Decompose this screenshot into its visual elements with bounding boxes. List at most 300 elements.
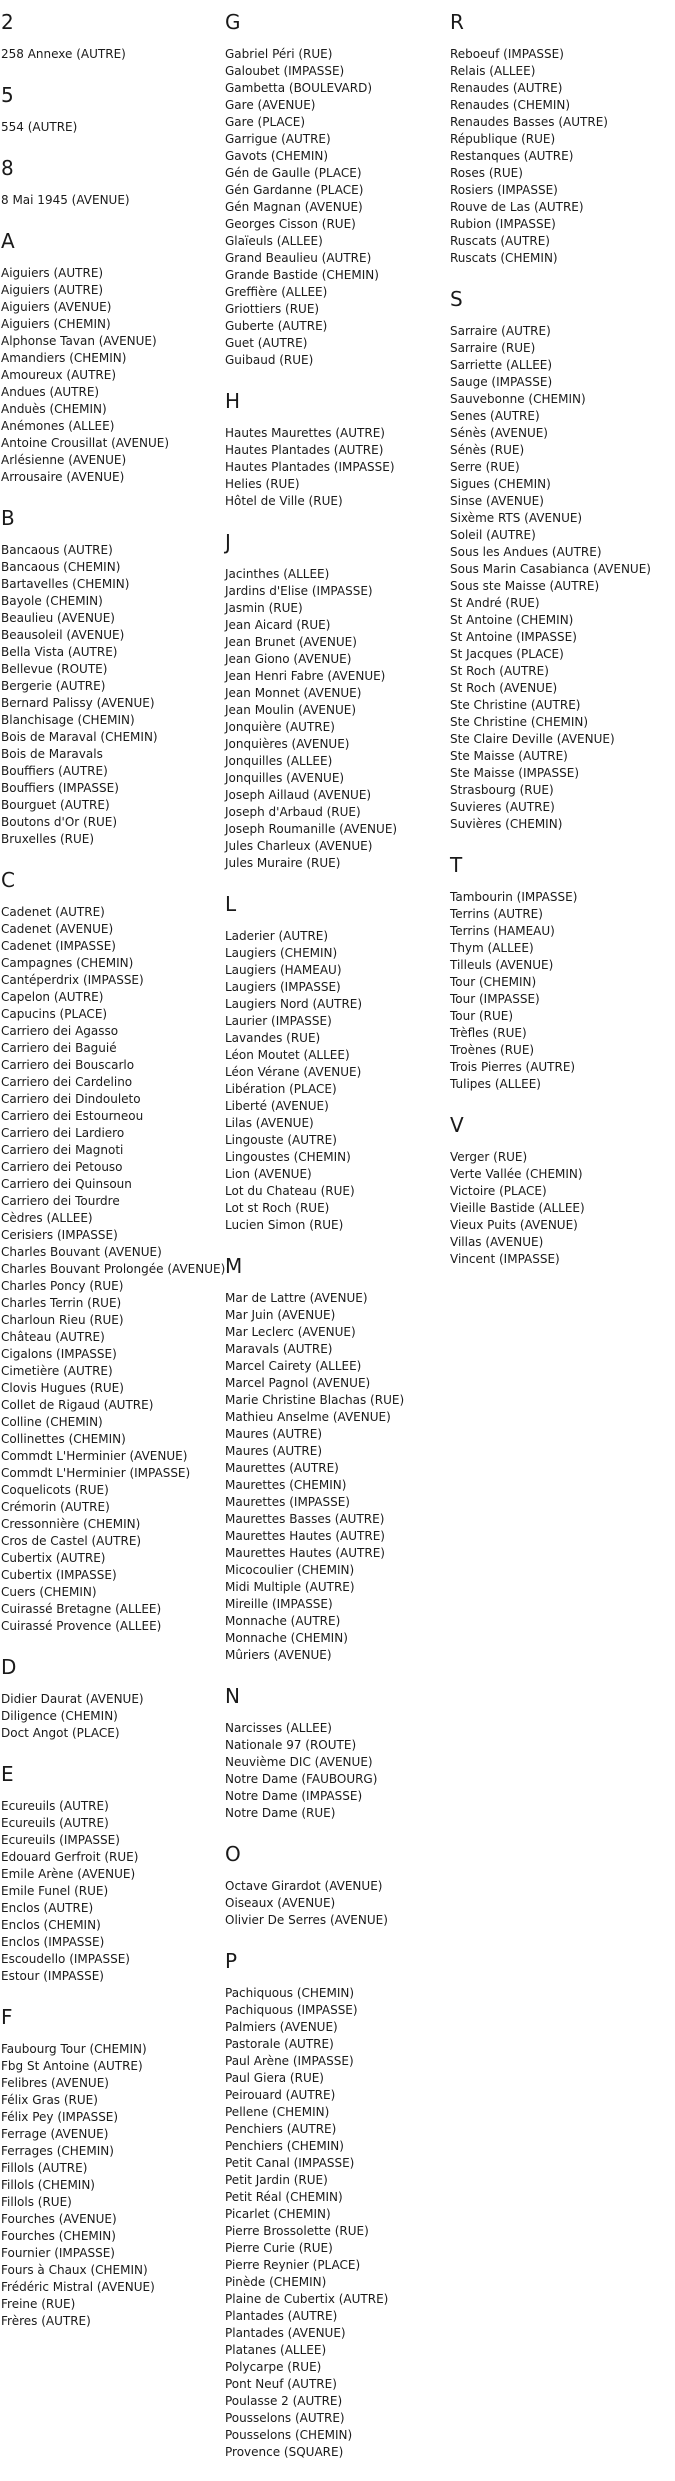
street-item: Enclos (CHEMIN) <box>1 1918 101 1932</box>
street-item: Bouffiers (AUTRE) <box>1 764 108 778</box>
street-item: Commdt L'Herminier (AVENUE) <box>1 1449 188 1463</box>
street-item: Penchiers (CHEMIN) <box>225 2139 344 2153</box>
street-list <box>1 192 221 209</box>
street-list <box>225 1720 445 1822</box>
letter-group <box>1 156 221 209</box>
street-item: Cressonnière (CHEMIN) <box>1 1517 141 1531</box>
street-item: Bernard Palissy (AVENUE) <box>1 696 155 710</box>
letter-group <box>225 1684 445 1822</box>
street-item: Notre Dame (RUE) <box>225 1806 336 1820</box>
street-item: Guberte (AUTRE) <box>225 319 328 333</box>
street-item: Pastorale (AUTRE) <box>225 2037 334 2051</box>
letter-group <box>225 10 445 369</box>
letter-group <box>225 1842 445 1929</box>
street-item: Mathieu Anselme (AVENUE) <box>225 1410 391 1424</box>
street-item: Restanques (AUTRE) <box>450 149 574 163</box>
street-item: Doct Angot (PLACE) <box>1 1726 120 1740</box>
street-item: Joseph Roumanille (AVENUE) <box>225 822 398 836</box>
street-item: Jules Charleux (AVENUE) <box>225 839 373 853</box>
letter-group <box>1 868 226 1635</box>
street-item: Jonquilles (ALLEE) <box>225 754 333 768</box>
letter-heading: M <box>225 1254 243 1278</box>
street-item: Cuirassé Provence (ALLEE) <box>1 1619 162 1633</box>
street-item: Jean Aicard (RUE) <box>225 618 331 632</box>
street-item: Mar Juin (AVENUE) <box>225 1308 336 1322</box>
letter-heading: R <box>450 10 464 34</box>
street-item: Amandiers (CHEMIN) <box>1 351 127 365</box>
street-item: Andues (AUTRE) <box>1 385 100 399</box>
street-item: Vieille Bastide (ALLEE) <box>450 1201 585 1215</box>
street-item: Bouffiers (IMPASSE) <box>1 781 119 795</box>
street-item: Glaïeuls (ALLEE) <box>225 234 323 248</box>
street-item: Poulasse 2 (AUTRE) <box>225 2394 343 2408</box>
street-item: Bella Vista (AUTRE) <box>1 645 118 659</box>
street-item: Penchiers (AUTRE) <box>225 2122 337 2136</box>
street-list <box>1 46 221 63</box>
street-item: Victoire (PLACE) <box>450 1184 547 1198</box>
street-item: Peirouard (AUTRE) <box>225 2088 336 2102</box>
letter-heading: A <box>1 229 15 253</box>
street-item: Clovis Hugues (RUE) <box>1 1381 124 1395</box>
street-item: Liberté (AVENUE) <box>225 1099 329 1113</box>
street-item: Hautes Maurettes (AUTRE) <box>225 426 385 440</box>
street-item: Gén Gardanne (PLACE) <box>225 183 364 197</box>
street-item: Jasmin (RUE) <box>225 601 303 615</box>
letter-group <box>1 1762 221 1985</box>
street-item: Guet (AUTRE) <box>225 336 308 350</box>
street-item: Aiguiers (AUTRE) <box>1 283 104 297</box>
street-list <box>1 265 221 486</box>
street-item: Bourguet (AUTRE) <box>1 798 110 812</box>
street-item: Charles Bouvant Prolongée (AVENUE) <box>1 1262 226 1276</box>
index-column-1 <box>1 10 226 2350</box>
street-item: Laugiers (CHEMIN) <box>225 946 338 960</box>
street-item: Pachiquous (CHEMIN) <box>225 1986 355 2000</box>
street-item: Terrins (AUTRE) <box>450 907 543 921</box>
street-item: Tambourin (IMPASSE) <box>450 890 578 904</box>
street-item: Cuirassé Bretagne (ALLEE) <box>1 1602 162 1616</box>
street-item: Petit Réal (CHEMIN) <box>225 2190 343 2204</box>
street-item: Platanes (ALLEE) <box>225 2343 327 2357</box>
street-item: Carriero dei Estourneou <box>1 1109 144 1123</box>
street-item: Hôtel de Ville (RUE) <box>225 494 343 508</box>
street-item: Maures (AUTRE) <box>225 1427 323 1441</box>
letter-heading: C <box>1 868 15 892</box>
street-item: Libération (PLACE) <box>225 1082 337 1096</box>
street-item: Notre Dame (IMPASSE) <box>225 1789 363 1803</box>
street-item: Jacinthes (ALLEE) <box>225 567 330 581</box>
street-item: 258 Annexe (AUTRE) <box>1 47 126 61</box>
street-item: Carriero dei Baguié <box>1 1041 117 1055</box>
street-item: Troènes (RUE) <box>450 1043 535 1057</box>
street-item: Laderier (AUTRE) <box>225 929 329 943</box>
street-item: Jean Monnet (AVENUE) <box>225 686 362 700</box>
street-item: Boutons d'Or (RUE) <box>1 815 118 829</box>
street-item: Plantades (AVENUE) <box>225 2326 346 2340</box>
street-item: Neuvième DIC (AVENUE) <box>225 1755 373 1769</box>
street-item: Bruxelles (RUE) <box>1 832 95 846</box>
letter-group <box>225 1949 445 2461</box>
street-item: Colline (CHEMIN) <box>1 1415 103 1429</box>
street-item: Aiguiers (CHEMIN) <box>1 317 111 331</box>
street-item: Bancaous (CHEMIN) <box>1 560 121 574</box>
letter-heading: N <box>225 1684 240 1708</box>
letter-group <box>225 892 445 1234</box>
street-list <box>1 1798 221 1985</box>
street-item: Cadenet (IMPASSE) <box>1 939 116 953</box>
street-item: St Roch (AVENUE) <box>450 681 558 695</box>
street-item: Gabriel Péri (RUE) <box>225 47 333 61</box>
street-item: Marie Christine Blachas (RUE) <box>225 1393 405 1407</box>
letter-group <box>1 83 221 136</box>
street-item: Rouve de Las (AUTRE) <box>450 200 584 214</box>
letter-group <box>225 389 445 510</box>
letter-heading: F <box>1 2005 13 2029</box>
street-item: Didier Daurat (AVENUE) <box>1 1692 144 1706</box>
street-item: Greffière (ALLEE) <box>225 285 328 299</box>
street-item: Commdt L'Herminier (IMPASSE) <box>1 1466 191 1480</box>
street-item: Rosiers (IMPASSE) <box>450 183 558 197</box>
street-item: Mar Leclerc (AVENUE) <box>225 1325 356 1339</box>
street-item: Carriero dei Dindouleto <box>1 1092 141 1106</box>
letter-group <box>1 1655 221 1742</box>
street-item: Pousselons (CHEMIN) <box>225 2428 353 2442</box>
street-item: Ferrages (CHEMIN) <box>1 2144 114 2158</box>
street-item: Hautes Plantades (AUTRE) <box>225 443 384 457</box>
street-item: Gavots (CHEMIN) <box>225 149 329 163</box>
street-item: Pierre Curie (RUE) <box>225 2241 333 2255</box>
street-item: Antoine Crousillat (AVENUE) <box>1 436 170 450</box>
street-item: Fillols (AUTRE) <box>1 2161 88 2175</box>
letter-group <box>1 10 221 63</box>
street-item: Monnache (AUTRE) <box>225 1614 341 1628</box>
street-item: Notre Dame (FAUBOURG) <box>225 1772 378 1786</box>
street-item: Tour (CHEMIN) <box>450 975 537 989</box>
street-item: Ecureuils (AUTRE) <box>1 1816 109 1830</box>
street-item: Cubertix (IMPASSE) <box>1 1568 117 1582</box>
letter-heading: B <box>1 506 15 530</box>
street-item: Lucien Simon (RUE) <box>225 1218 344 1232</box>
letter-heading: T <box>450 853 463 877</box>
street-item: 554 (AUTRE) <box>1 120 78 134</box>
street-item: Tour (IMPASSE) <box>450 992 540 1006</box>
street-item: Grand Beaulieu (AUTRE) <box>225 251 372 265</box>
street-item: Relais (ALLEE) <box>450 64 536 78</box>
street-item: Jules Muraire (RUE) <box>225 856 341 870</box>
street-item: Pachiquous (IMPASSE) <box>225 2003 358 2017</box>
street-item: Carriero dei Quinsoun <box>1 1177 132 1191</box>
street-item: Renaudes Basses (AUTRE) <box>450 115 608 129</box>
street-item: Ste Christine (AUTRE) <box>450 698 581 712</box>
letter-group <box>1 2005 221 2330</box>
street-item: Mar de Lattre (AVENUE) <box>225 1291 368 1305</box>
street-item: Jean Moulin (AVENUE) <box>225 703 357 717</box>
street-item: Ste Christine (CHEMIN) <box>450 715 589 729</box>
street-item: Collet de Rigaud (AUTRE) <box>1 1398 154 1412</box>
street-item: Laugiers Nord (AUTRE) <box>225 997 363 1011</box>
street-item: Cèdres (ALLEE) <box>1 1211 93 1225</box>
street-item: Oiseaux (AVENUE) <box>225 1896 336 1910</box>
street-item: Verte Vallée (CHEMIN) <box>450 1167 583 1181</box>
street-item: Beausoleil (AVENUE) <box>1 628 125 642</box>
street-item: Trois Pierres (AUTRE) <box>450 1060 576 1074</box>
index-column-3 <box>450 10 672 1288</box>
street-item: Cantéperdrix (IMPASSE) <box>1 973 144 987</box>
street-item: Alphonse Tavan (AVENUE) <box>1 334 157 348</box>
street-item: Sarraire (RUE) <box>450 341 536 355</box>
street-item: Anémones (ALLEE) <box>1 419 115 433</box>
street-item: Suvieres (AUTRE) <box>450 800 555 814</box>
street-item: Collinettes (CHEMIN) <box>1 1432 126 1446</box>
street-item: Jean Giono (AVENUE) <box>225 652 352 666</box>
street-item: Thym (ALLEE) <box>450 941 534 955</box>
street-item: Pierre Brossolette (RUE) <box>225 2224 369 2238</box>
street-item: Vincent (IMPASSE) <box>450 1252 560 1266</box>
street-item: Jean Brunet (AVENUE) <box>225 635 357 649</box>
letter-heading: G <box>225 10 241 34</box>
street-item: Pont Neuf (AUTRE) <box>225 2377 337 2391</box>
street-item: Gambetta (BOULEVARD) <box>225 81 373 95</box>
street-item: Fourches (AVENUE) <box>1 2212 117 2226</box>
street-item: Freine (RUE) <box>1 2297 76 2311</box>
street-item: Aiguiers (AVENUE) <box>1 300 112 314</box>
street-item: Villas (AVENUE) <box>450 1235 544 1249</box>
street-item: Lilas (AVENUE) <box>225 1116 314 1130</box>
street-item: Felibres (AVENUE) <box>1 2076 109 2090</box>
street-item: Cuers (CHEMIN) <box>1 1585 97 1599</box>
street-item: Mûriers (AVENUE) <box>225 1648 332 1662</box>
street-item: Gén de Gaulle (PLACE) <box>225 166 362 180</box>
street-item: Maurettes (CHEMIN) <box>225 1478 347 1492</box>
street-item: Jonquières (AVENUE) <box>225 737 350 751</box>
street-item: Fourches (CHEMIN) <box>1 2229 116 2243</box>
street-item: Bois de Maravals <box>1 747 103 761</box>
street-item: Bois de Maraval (CHEMIN) <box>1 730 158 744</box>
street-item: Cros de Castel (AUTRE) <box>1 1534 142 1548</box>
street-item: Carriero dei Bouscarlo <box>1 1058 135 1072</box>
street-item: Guibaud (RUE) <box>225 353 314 367</box>
street-item: Lot du Chateau (RUE) <box>225 1184 355 1198</box>
street-item: Joseph Aillaud (AVENUE) <box>225 788 372 802</box>
street-item: Diligence (CHEMIN) <box>1 1709 118 1723</box>
street-item: Château (AUTRE) <box>1 1330 105 1344</box>
street-item: Maures (AUTRE) <box>225 1444 323 1458</box>
street-item: Léon Vérane (AVENUE) <box>225 1065 362 1079</box>
street-item: Escoudello (IMPASSE) <box>1 1952 130 1966</box>
street-item: Sénès (RUE) <box>450 443 525 457</box>
street-item: Bellevue (ROUTE) <box>1 662 108 676</box>
street-item: Polycarpe (RUE) <box>225 2360 322 2374</box>
street-list <box>450 323 672 833</box>
street-item: Palmiers (AVENUE) <box>225 2020 338 2034</box>
street-item: Bayole (CHEMIN) <box>1 594 103 608</box>
letter-group <box>450 853 672 1093</box>
street-list <box>450 46 672 267</box>
street-item: Campagnes (CHEMIN) <box>1 956 134 970</box>
street-item: Tulipes (ALLEE) <box>450 1077 541 1091</box>
street-item: Monnache (CHEMIN) <box>225 1631 348 1645</box>
street-item: Lot st Roch (RUE) <box>225 1201 330 1215</box>
street-item: Nationale 97 (ROUTE) <box>225 1738 357 1752</box>
street-item: Rubion (IMPASSE) <box>450 217 556 231</box>
street-item: Estour (IMPASSE) <box>1 1969 104 1983</box>
street-item: Félix Gras (RUE) <box>1 2093 98 2107</box>
street-item: Paul Arène (IMPASSE) <box>225 2054 354 2068</box>
street-item: Laugiers (HAMEAU) <box>225 963 342 977</box>
street-item: Lavandes (RUE) <box>225 1031 321 1045</box>
street-item: Coquelicots (RUE) <box>1 1483 109 1497</box>
street-item: Lingouste (AUTRE) <box>225 1133 337 1147</box>
street-item: Plantades (AUTRE) <box>225 2309 338 2323</box>
street-item: Maurettes Basses (AUTRE) <box>225 1512 385 1526</box>
street-item: Frédéric Mistral (AVENUE) <box>1 2280 155 2294</box>
street-item: Galoubet (IMPASSE) <box>225 64 345 78</box>
street-item: Plaine de Cubertix (AUTRE) <box>225 2292 389 2306</box>
street-item: Petit Canal (IMPASSE) <box>225 2156 355 2170</box>
street-item: Petit Jardin (RUE) <box>225 2173 328 2187</box>
letter-heading: 2 <box>1 10 14 34</box>
street-list <box>225 46 445 369</box>
street-item: Carriero dei Tourdre <box>1 1194 120 1208</box>
letter-heading: H <box>225 389 241 413</box>
street-item: Crémorin (AUTRE) <box>1 1500 110 1514</box>
street-item: Picarlet (CHEMIN) <box>225 2207 331 2221</box>
street-item: Fillols (CHEMIN) <box>1 2178 95 2192</box>
street-item: 8 Mai 1945 (AVENUE) <box>1 193 130 207</box>
street-item: Bancaous (AUTRE) <box>1 543 113 557</box>
letter-group <box>450 1113 672 1268</box>
street-item: Charles Poncy (RUE) <box>1 1279 124 1293</box>
street-item: Edouard Gerfroit (RUE) <box>1 1850 139 1864</box>
street-item: Ste Maisse (IMPASSE) <box>450 766 580 780</box>
street-item: Bergerie (AUTRE) <box>1 679 106 693</box>
street-item: Félix Pey (IMPASSE) <box>1 2110 119 2124</box>
letter-heading: P <box>225 1949 238 1973</box>
street-list <box>1 2041 221 2330</box>
street-item: Sarriette (ALLEE) <box>450 358 553 372</box>
street-item: Capelon (AUTRE) <box>1 990 104 1004</box>
street-item: Cigalons (IMPASSE) <box>1 1347 117 1361</box>
street-list <box>225 1290 445 1664</box>
street-item: Ruscats (AUTRE) <box>450 234 550 248</box>
street-item: Renaudes (AUTRE) <box>450 81 563 95</box>
street-list <box>1 1691 221 1742</box>
street-list <box>225 1878 445 1929</box>
street-item: Tilleuls (AVENUE) <box>450 958 554 972</box>
street-item: Arlésienne (AVENUE) <box>1 453 127 467</box>
street-item: Ferrage (AVENUE) <box>1 2127 109 2141</box>
street-item: Faubourg Tour (CHEMIN) <box>1 2042 147 2056</box>
street-item: Carriero dei Cardelino <box>1 1075 133 1089</box>
street-item: Helies (RUE) <box>225 477 300 491</box>
street-item: St Roch (AUTRE) <box>450 664 549 678</box>
street-item: Pinède (CHEMIN) <box>225 2275 327 2289</box>
letter-heading: O <box>225 1842 241 1866</box>
street-item: St Antoine (IMPASSE) <box>450 630 577 644</box>
letter-group <box>450 10 672 267</box>
street-item: Enclos (AUTRE) <box>1 1901 94 1915</box>
street-item: Charloun Rieu (RUE) <box>1 1313 124 1327</box>
street-item: Lion (AVENUE) <box>225 1167 312 1181</box>
street-item: Gén Magnan (AVENUE) <box>225 200 363 214</box>
street-item: Olivier De Serres (AVENUE) <box>225 1913 388 1927</box>
street-item: Fbg St Antoine (AUTRE) <box>1 2059 143 2073</box>
street-item: Octave Girardot (AVENUE) <box>225 1879 383 1893</box>
street-item: Fillols (RUE) <box>1 2195 72 2209</box>
street-item: Georges Cisson (RUE) <box>225 217 356 231</box>
letter-heading: 5 <box>1 83 14 107</box>
street-item: Marcel Cairety (ALLEE) <box>225 1359 362 1373</box>
street-item: Mireille (IMPASSE) <box>225 1597 333 1611</box>
index-column-2 <box>225 10 445 2481</box>
street-item: Aiguiers (AUTRE) <box>1 266 104 280</box>
street-item: Cimetière (AUTRE) <box>1 1364 113 1378</box>
street-item: Maurettes Hautes (AUTRE) <box>225 1546 385 1560</box>
street-item: Emile Arène (AVENUE) <box>1 1867 136 1881</box>
street-list <box>1 542 221 848</box>
street-list <box>225 1985 445 2461</box>
street-item: Charles Terrin (RUE) <box>1 1296 122 1310</box>
street-item: Ruscats (CHEMIN) <box>450 251 558 265</box>
street-item: Renaudes (CHEMIN) <box>450 98 571 112</box>
street-item: Sauvebonne (CHEMIN) <box>450 392 586 406</box>
street-item: Grande Bastide (CHEMIN) <box>225 268 379 282</box>
street-item: Laugiers (IMPASSE) <box>225 980 341 994</box>
street-item: Amoureux (AUTRE) <box>1 368 117 382</box>
street-item: Sixème RTS (AVENUE) <box>450 511 583 525</box>
street-item: Sous les Andues (AUTRE) <box>450 545 602 559</box>
street-item: République (RUE) <box>450 132 556 146</box>
street-item: Cadenet (AVENUE) <box>1 922 114 936</box>
street-item: Carriero dei Agasso <box>1 1024 119 1038</box>
street-item: Capucins (PLACE) <box>1 1007 108 1021</box>
street-list <box>450 1149 672 1268</box>
street-item: Anduès (CHEMIN) <box>1 402 107 416</box>
street-list <box>225 566 445 872</box>
street-item: Beaulieu (AVENUE) <box>1 611 115 625</box>
letter-heading: E <box>1 1762 14 1786</box>
letter-heading: V <box>450 1113 464 1137</box>
street-item: Verger (RUE) <box>450 1150 528 1164</box>
street-item: Cerisiers (IMPASSE) <box>1 1228 118 1242</box>
street-item: St Jacques (PLACE) <box>450 647 564 661</box>
street-item: Gare (PLACE) <box>225 115 306 129</box>
street-item: Tour (RUE) <box>450 1009 514 1023</box>
street-item: Strasbourg (RUE) <box>450 783 554 797</box>
street-item: Garrigue (AUTRE) <box>225 132 331 146</box>
street-item: Ste Claire Deville (AVENUE) <box>450 732 615 746</box>
street-list <box>225 425 445 510</box>
street-item: Paul Giera (RUE) <box>225 2071 324 2085</box>
street-list <box>225 928 445 1234</box>
street-item: Serre (RUE) <box>450 460 520 474</box>
street-item: Jonquilles (AVENUE) <box>225 771 345 785</box>
letter-heading: 8 <box>1 156 14 180</box>
street-item: Trèfles (RUE) <box>450 1026 527 1040</box>
street-item: St André (RUE) <box>450 596 540 610</box>
letter-group <box>225 530 445 872</box>
street-item: Charles Bouvant (AVENUE) <box>1 1245 162 1259</box>
street-item: Reboeuf (IMPASSE) <box>450 47 564 61</box>
street-item: Jean Henri Fabre (AVENUE) <box>225 669 386 683</box>
street-item: Suvières (CHEMIN) <box>450 817 563 831</box>
street-item: Micocoulier (CHEMIN) <box>225 1563 355 1577</box>
street-list <box>1 119 221 136</box>
street-item: Bartavelles (CHEMIN) <box>1 577 130 591</box>
street-item: Sous ste Maisse (AUTRE) <box>450 579 600 593</box>
street-item: St Antoine (CHEMIN) <box>450 613 574 627</box>
street-item: Marcel Pagnol (AVENUE) <box>225 1376 371 1390</box>
